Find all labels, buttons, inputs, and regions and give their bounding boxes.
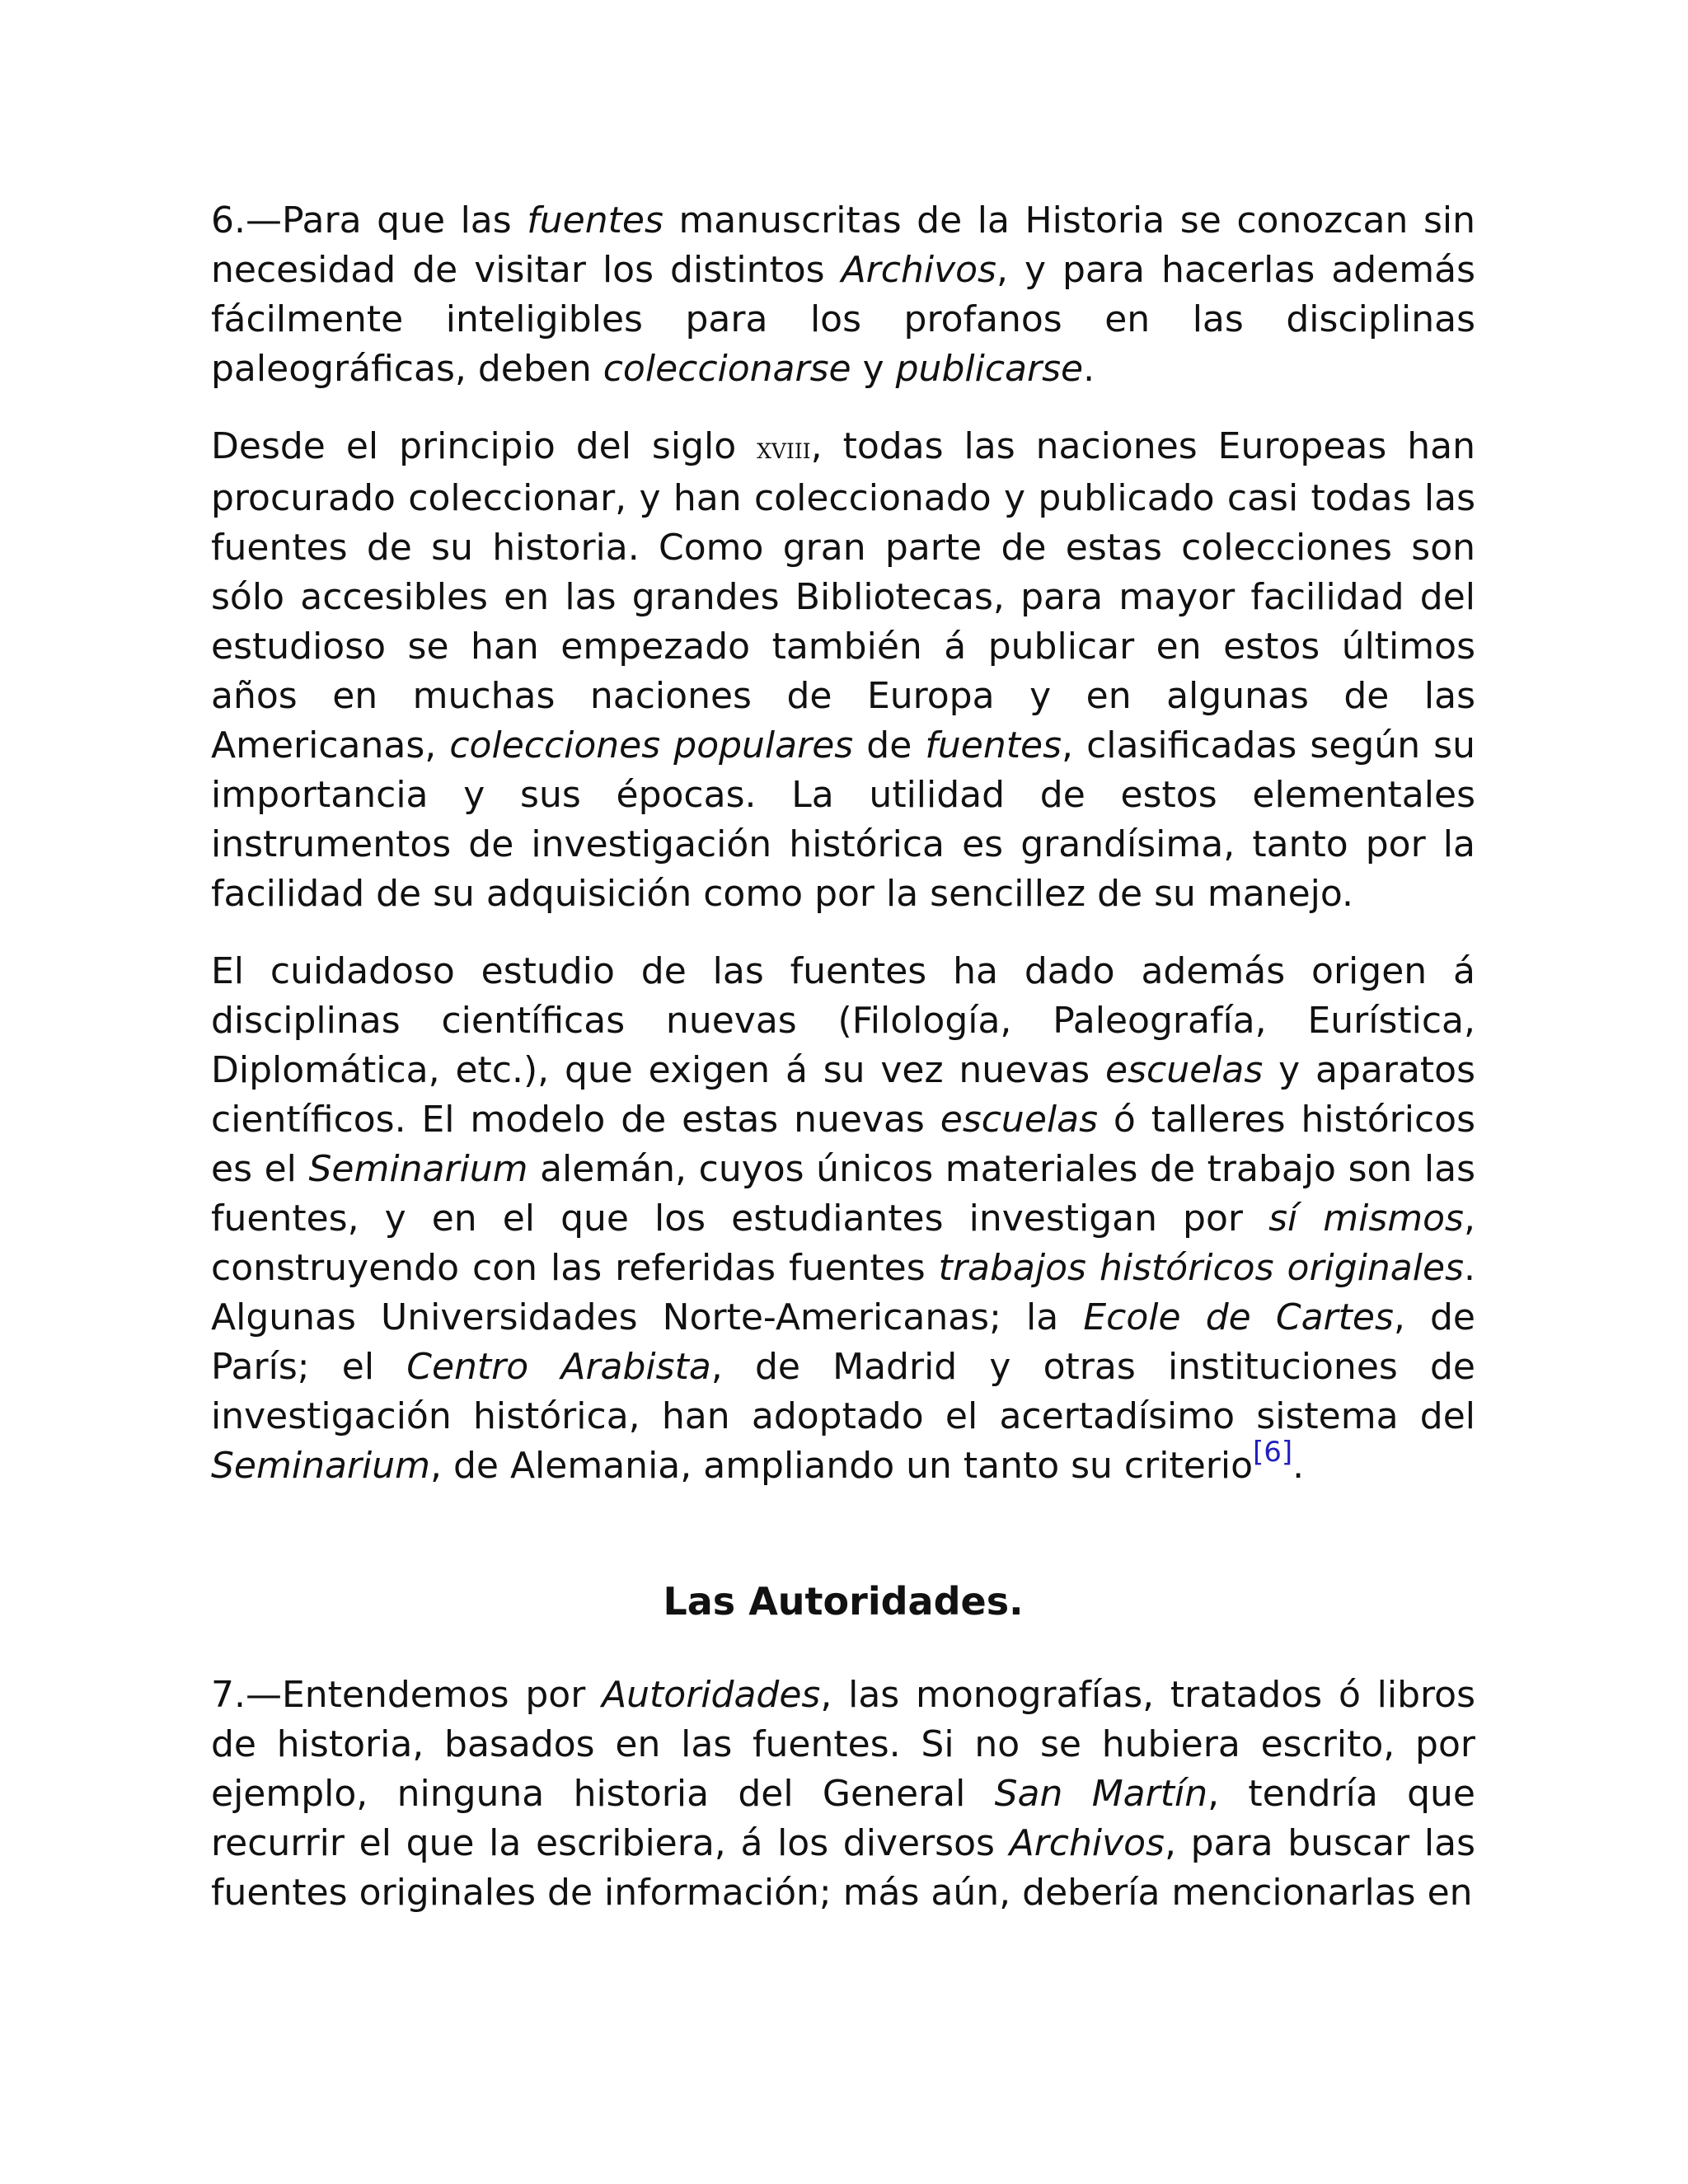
text-run: alemán, cuyos únicos materiales de trabajo son las fuentes, y en el que los estudiantes investigan por bbox=[211, 1148, 1476, 1240]
italic-term: Archivos bbox=[1009, 1822, 1165, 1864]
italic-term: escuelas bbox=[1105, 1049, 1264, 1091]
footnote-link-6[interactable]: [6] bbox=[1253, 1436, 1293, 1469]
paragraph-seminarium bbox=[211, 947, 1475, 1491]
text-run: . bbox=[1083, 348, 1095, 390]
document-page bbox=[211, 196, 1475, 1946]
text-run: , y para hacerlas además fácilmente inteligibles para los profanos en las disciplinas paleográficas, deben bbox=[211, 249, 1475, 390]
italic-term: fuentes bbox=[527, 199, 663, 241]
text-run: , para buscar las fuentes originales de información; más aún, debería mencionarlas en bbox=[211, 1822, 1475, 1914]
section-heading: Las Autoridades. bbox=[663, 1579, 1024, 1624]
italic-term: coleccionarse bbox=[603, 348, 851, 390]
italic-term: publicarse bbox=[895, 348, 1084, 390]
text-run: y aparatos científicos. El modelo de estas nuevas bbox=[211, 1049, 1476, 1141]
italic-term: Seminarium bbox=[211, 1445, 430, 1487]
italic-term: trabajos históricos originales bbox=[938, 1247, 1464, 1289]
italic-term: Archivos bbox=[841, 249, 996, 291]
text-run: de bbox=[853, 724, 926, 766]
text-run: , construyendo con las referidas fuentes bbox=[211, 1197, 1475, 1289]
text-run: , clasificadas según su importancia y sus épocas. La utilidad de estos elementales instrumentos de investigación histórica es grandísima, tanto por la facilidad de su adquisición como por la sencillez de su manejo. bbox=[211, 724, 1475, 915]
text-run: , las monografías, tratados ó libros de historia, basados en las fuentes. Si no se hubiera escrito, por ejemplo, ninguna historia del General bbox=[211, 1674, 1476, 1815]
italic-term: Centro Arabista bbox=[406, 1346, 711, 1388]
paragraph-6 bbox=[211, 196, 1475, 394]
italic-term: Ecole de Cartes bbox=[1083, 1296, 1394, 1338]
text-run: . Algunas Universidades Norte-Americanas; la bbox=[211, 1247, 1475, 1338]
italic-term: Autoridades bbox=[602, 1674, 821, 1716]
italic-term: sí mismos bbox=[1268, 1197, 1464, 1240]
text-run: ó talleres históricos es el bbox=[211, 1099, 1475, 1190]
italic-term: Seminarium bbox=[308, 1148, 528, 1190]
text-run: , todas las naciones Europeas han procurado coleccionar, y han coleccionado y publicado casi todas las fuentes de su historia. Como gran parte de estas colecciones son sólo accesibles en las grandes Bibliotecas, para mayor facilidad del estudioso se han empezado también á publicar en estos últimos años en muchas naciones de Europa y en algunas de las Americanas, bbox=[211, 425, 1476, 766]
italic-term: escuelas bbox=[940, 1099, 1099, 1141]
roman-numeral: xviii bbox=[757, 432, 811, 466]
italic-term: San Martín bbox=[994, 1773, 1208, 1815]
italic-term: fuentes bbox=[925, 724, 1062, 766]
text-run: , de Madrid y otras instituciones de investigación histórica, han adoptado el acertadísimo sistema del bbox=[211, 1346, 1475, 1437]
text-run: . bbox=[1292, 1445, 1305, 1487]
text-run: 7.—Entendemos por bbox=[211, 1674, 603, 1716]
text-run: , de Alemania, ampliando un tanto su criterio bbox=[430, 1445, 1253, 1487]
text-run: Desde el principio del siglo bbox=[211, 425, 757, 467]
text-run: y bbox=[851, 348, 896, 390]
italic-term: colecciones populares bbox=[449, 724, 854, 766]
text-run: manuscritas de la Historia se conozcan sin necesidad de visitar los distintos bbox=[211, 199, 1476, 291]
text-run: , tendría que recurrir el que la escribiera, á los diversos bbox=[211, 1773, 1475, 1864]
text-run: 6.—Para que las bbox=[211, 199, 528, 241]
text-run: El cuidadoso estudio de las fuentes ha dado además origen á disciplinas científicas nuevas (Filología, Paleografía, Eurística, Diplomática, etc.), que exigen á su vez nuevas bbox=[211, 950, 1475, 1091]
paragraph-7 bbox=[211, 1671, 1475, 1918]
paragraph-colecciones bbox=[211, 422, 1475, 919]
text-run: , de París; el bbox=[211, 1296, 1475, 1388]
